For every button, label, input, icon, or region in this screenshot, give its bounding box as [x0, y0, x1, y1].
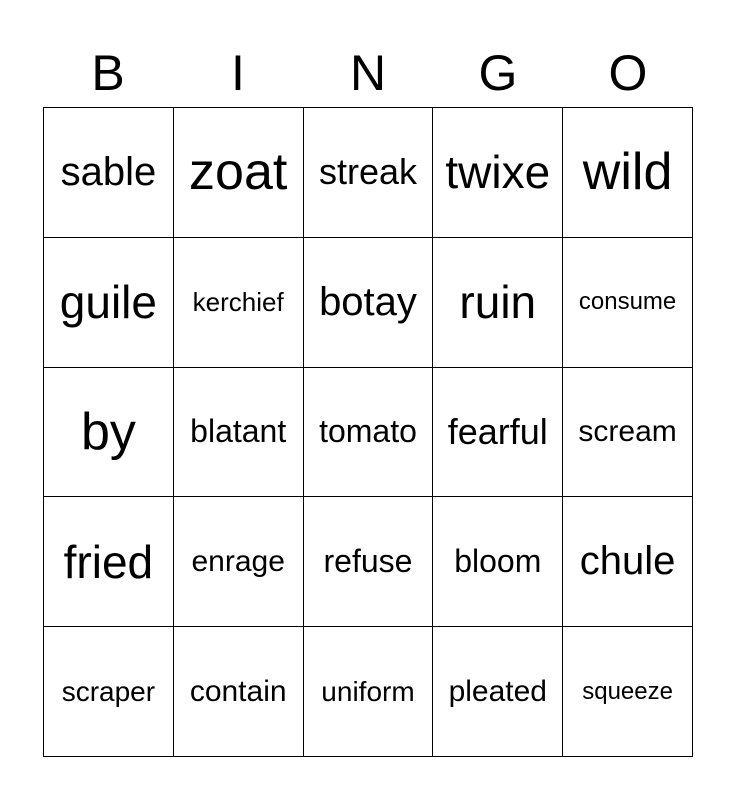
- bingo-cell: chule: [563, 497, 693, 627]
- bingo-cell: fearful: [433, 368, 563, 498]
- bingo-cell: bloom: [433, 497, 563, 627]
- bingo-cell: sable: [44, 108, 174, 238]
- bingo-board: [43, 107, 693, 757]
- bingo-cell: pleated: [433, 627, 563, 757]
- bingo-cell: blatant: [174, 368, 304, 498]
- header-letter-b: B: [91, 45, 125, 101]
- bingo-cell: by: [44, 368, 174, 498]
- header-letter-o: O: [608, 45, 648, 101]
- bingo-cell: contain: [174, 627, 304, 757]
- bingo-cell: guile: [44, 238, 174, 368]
- bingo-cell: streak: [304, 108, 434, 238]
- bingo-cell: fried: [44, 497, 174, 627]
- header-letter-i: I: [231, 45, 245, 101]
- header-letter-n: N: [349, 45, 387, 101]
- bingo-cell: ruin: [433, 238, 563, 368]
- bingo-cell: consume: [563, 238, 693, 368]
- bingo-cell: kerchief: [174, 238, 304, 368]
- bingo-cell: scream: [563, 368, 693, 498]
- bingo-header: [43, 40, 693, 106]
- bingo-cell: tomato: [304, 368, 434, 498]
- bingo-cell: squeeze: [563, 627, 693, 757]
- header-letter-g: G: [478, 45, 518, 101]
- bingo-cell: twixe: [433, 108, 563, 238]
- bingo-cell: scraper: [44, 627, 174, 757]
- bingo-cell: enrage: [174, 497, 304, 627]
- bingo-cell: wild: [563, 108, 693, 238]
- bingo-cell: zoat: [174, 108, 304, 238]
- bingo-cell: botay: [304, 238, 434, 368]
- bingo-cell: uniform: [304, 627, 434, 757]
- bingo-cell: refuse: [304, 497, 434, 627]
